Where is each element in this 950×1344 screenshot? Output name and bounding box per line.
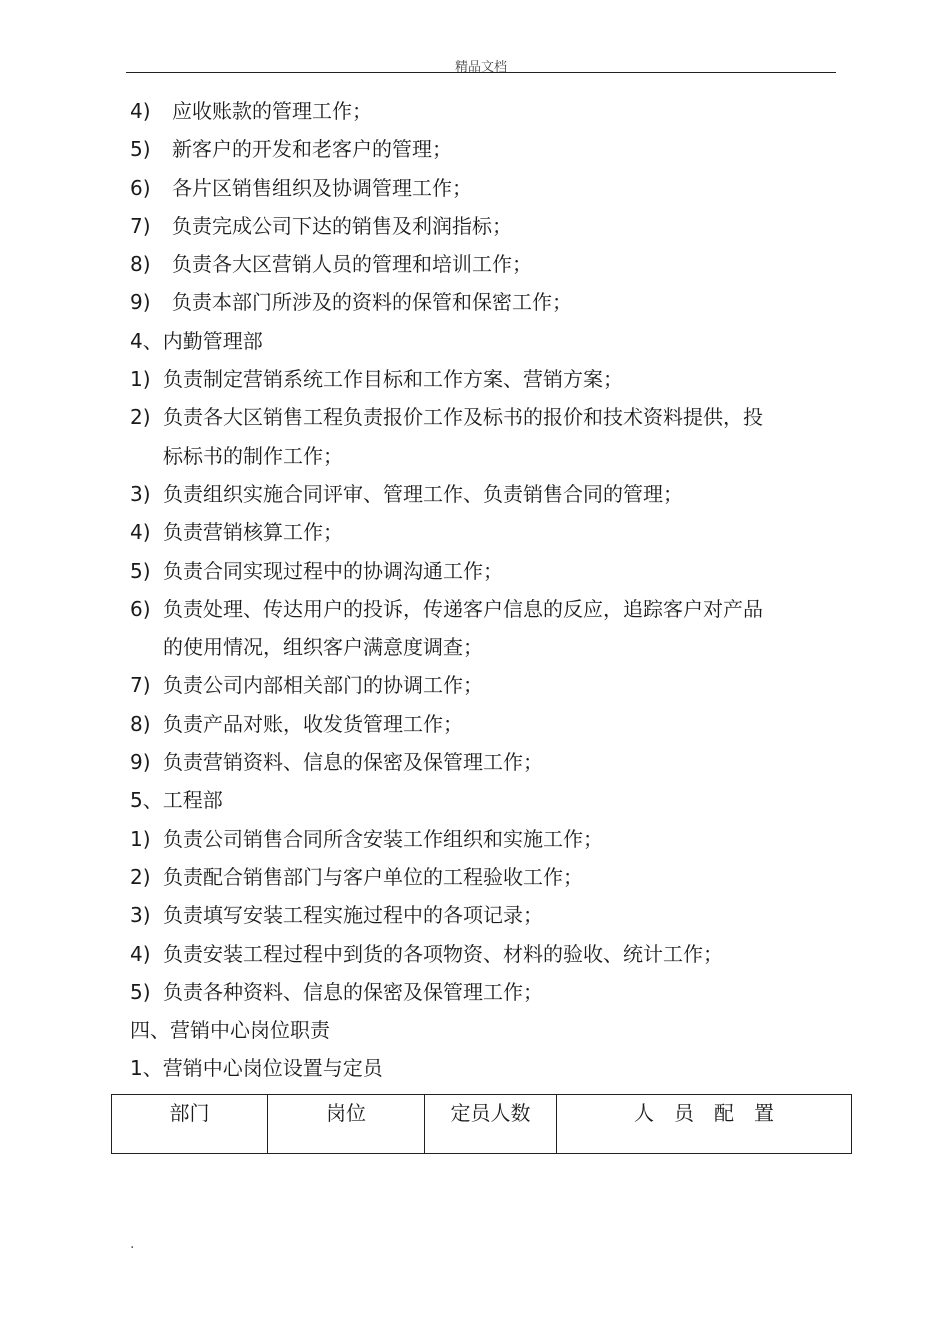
list-item [130,666,850,704]
list-item [130,935,850,973]
list-item-text: 负责填写安装工程实施过程中的各项记录； [163,903,543,928]
list-item [130,207,850,245]
list-item-number: 4、 [130,328,163,353]
list-item-number: 8) [130,711,151,736]
list-item [130,973,850,1011]
list-item [130,743,850,781]
list-item [130,169,850,207]
list-item [130,552,850,590]
list-item-text: 内勤管理部 [162,328,263,353]
list-item-number: 1) [130,826,151,851]
list-item [130,245,850,283]
list-item-text: 负责产品对账，收发货管理工作； [163,711,463,736]
list-item [130,820,850,858]
list-item-number: 5) [130,558,151,583]
list-item-number: 7) [130,213,151,238]
list-item-text: 负责完成公司下达的销售及利润指标； [172,213,512,238]
list-item [130,283,850,321]
page-header-title: 精品文档 [454,60,507,75]
list-item [130,628,850,666]
section-heading [130,1011,850,1049]
list-item-number: 9) [130,750,151,775]
table-header-cell: 岗位 [268,1095,425,1154]
list-item [130,475,850,513]
position-table [111,1094,852,1154]
list-item-text: 负责各种资料、信息的保密及保管理工作； [163,979,543,1004]
list-item-number: 3) [130,903,151,928]
list-item-number: 4) [130,941,151,966]
list-item [130,896,850,934]
list-item-text: 负责本部门所涉及的资料的保管和保密工作； [172,290,572,315]
list-item [130,513,850,551]
table-header-cell: 定员人数 [425,1095,557,1154]
list-item [130,437,850,475]
list-item-text: 应收账款的管理工作； [172,99,372,123]
list-item [130,705,850,743]
document-body [130,92,850,1088]
list-item-number: 1) [130,367,151,392]
list-item [130,360,850,398]
list-item-number: 6) [130,596,151,621]
list-item [130,858,850,896]
list-item-number: 5) [130,137,151,162]
list-item-number: 四、 [130,1018,170,1043]
table-header-cell: 部门 [112,1095,268,1154]
header-rule [126,72,836,73]
list-item-text: 的使用情况，组织客户满意度调查； [163,635,483,660]
list-item-number: 4) [130,520,151,545]
list-item-number: 2) [130,864,151,889]
list-item-text: 负责合同实现过程中的协调沟通工作； [163,558,503,583]
list-item-number: 8) [130,252,151,277]
list-item-text: 新客户的开发和老客户的管理； [172,137,452,162]
table-header-row [112,1095,852,1154]
list-item [130,590,850,628]
list-item-text: 负责各大区营销人员的管理和培训工作； [172,252,532,277]
list-item-number: 3) [130,481,151,506]
section-heading [130,1049,850,1087]
list-item-number: 1、 [130,1056,163,1081]
list-item-text: 负责处理、传达用户的投诉，传递客户信息的反应，追踪客户对产品 [163,596,763,621]
list-item-text: 负责组织实施合同评审、管理工作、负责销售合同的管理； [163,481,683,506]
list-item-number: 6) [130,175,151,200]
list-item-text: 营销中心岗位设置与定员 [162,1056,383,1081]
list-item-text: 负责营销资料、信息的保密及保管理工作； [163,750,543,775]
section-heading [130,781,850,819]
list-item-text: 标标书的制作工作； [163,443,343,468]
list-item [130,130,850,168]
list-item-text: 负责配合销售部门与客户单位的工程验收工作； [163,864,583,889]
list-item-text: 负责营销核算工作； [163,520,343,545]
list-item-text: 负责公司销售合同所含安装工作组织和实施工作； [163,826,603,851]
list-item [130,92,850,130]
list-item-text: 负责公司内部相关部门的协调工作； [163,673,483,698]
list-item-text: 负责安装工程过程中到货的各项物资、材料的验收、统计工作； [163,941,723,966]
list-item-number: 9) [130,290,151,315]
list-item-text: 营销中心岗位职责 [170,1018,330,1043]
list-item-text: 负责制定营销系统工作目标和工作方案、营销方案； [163,367,623,392]
list-item-text: 各片区销售组织及协调管理工作； [172,175,472,200]
list-item-number: 2) [130,405,151,430]
list-item-number: 4) [130,99,151,123]
footer-mark: . [130,1236,135,1252]
list-item [130,398,850,436]
list-item-number: 7) [130,673,151,698]
list-item-text: 工程部 [162,788,223,813]
list-item-number: 5) [130,979,151,1004]
section-heading [130,322,850,360]
list-item-number: 5、 [130,788,163,813]
table-header-cell: 人 员 配 置 [557,1095,852,1154]
list-item-text: 负责各大区销售工程负责报价工作及标书的报价和技术资料提供，投 [163,405,763,430]
